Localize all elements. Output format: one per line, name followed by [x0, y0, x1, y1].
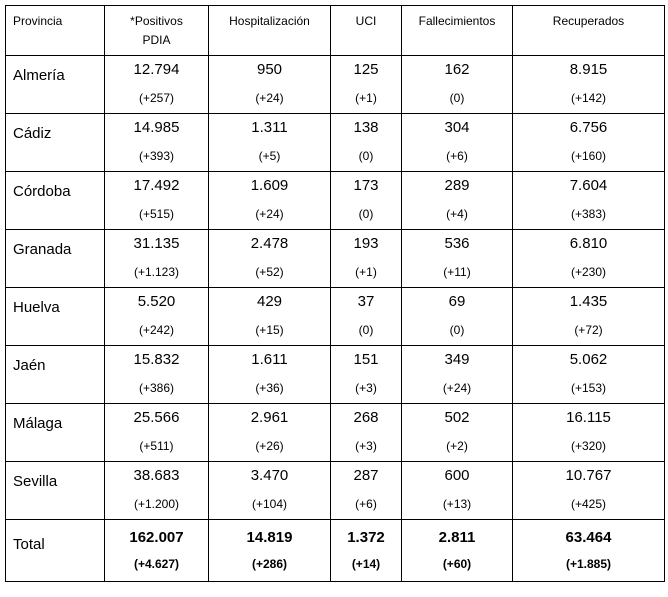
uci-cell: [331, 114, 402, 172]
uci-cell: [331, 230, 402, 288]
fall-change: (+2): [446, 439, 468, 453]
uci-value: 173: [353, 177, 379, 194]
positivos-value: 38.683: [133, 467, 180, 484]
recu-value: 6.756: [569, 119, 608, 136]
hosp-change: (+36): [255, 381, 284, 395]
table-row: [6, 346, 665, 404]
hosp-change: (+24): [255, 91, 284, 105]
fall-cell: [402, 462, 513, 520]
provincia-cell: Almería: [6, 56, 105, 114]
hosp-value: 14.819: [246, 529, 293, 546]
fall-cell: [402, 230, 513, 288]
positivos-change: (+515): [138, 207, 175, 221]
uci-value: 138: [353, 119, 379, 136]
recu-change: (+1.885): [565, 557, 612, 571]
hosp-change: (+26): [255, 439, 284, 453]
uci-value: 151: [353, 351, 379, 368]
recu-value: 5.062: [569, 351, 608, 368]
fall-change: (+6): [446, 149, 468, 163]
positivos-change: (+511): [139, 439, 174, 453]
hosp-change: (+24): [255, 207, 284, 221]
positivos-value: 12.794: [133, 61, 180, 78]
recu-cell: [513, 288, 665, 346]
hosp-cell: [209, 56, 331, 114]
positivos-cell: [105, 462, 209, 520]
recu-change: (+383): [570, 207, 607, 221]
positivos-cell: [105, 230, 209, 288]
header-positivos: [105, 6, 209, 56]
recu-cell: [513, 520, 665, 582]
uci-value: 37: [357, 293, 375, 310]
fall-value: 69: [448, 293, 466, 310]
fall-cell: [402, 56, 513, 114]
recu-change: (+142): [570, 91, 607, 105]
provincia-cell: Sevilla: [6, 462, 105, 520]
uci-change: (0): [358, 207, 374, 221]
uci-change: (0): [358, 323, 374, 337]
recu-change: (+153): [570, 381, 607, 395]
uci-change: (0): [358, 149, 374, 163]
hosp-cell: [209, 520, 331, 582]
positivos-cell: [105, 172, 209, 230]
positivos-value: 15.832: [133, 351, 180, 368]
hosp-cell: [209, 114, 331, 172]
provincia-cell: Málaga: [6, 404, 105, 462]
recu-value: 7.604: [569, 177, 608, 194]
recu-value: 63.464: [565, 529, 612, 546]
header-positivos-line1: *Positivos: [130, 14, 183, 28]
uci-cell: [331, 462, 402, 520]
table-row: [6, 404, 665, 462]
positivos-value: 25.566: [133, 409, 180, 426]
fall-value: 600: [444, 467, 470, 484]
fall-value: 349: [444, 351, 470, 368]
recu-change: (+320): [570, 439, 607, 453]
recu-change: (+72): [574, 323, 603, 337]
fall-cell: [402, 288, 513, 346]
positivos-value: 5.520: [137, 293, 176, 310]
uci-value: 268: [353, 409, 379, 426]
positivos-cell: [105, 404, 209, 462]
positivos-value: 17.492: [133, 177, 180, 194]
uci-value: 287: [353, 467, 379, 484]
header-recuperados: Recuperados: [513, 6, 665, 56]
recu-change: (+425): [570, 497, 607, 511]
covid-provinces-table: [5, 5, 665, 582]
uci-change: (+6): [355, 497, 377, 511]
uci-change: (+3): [355, 381, 377, 395]
table-row: [6, 230, 665, 288]
positivos-value: 162.007: [129, 529, 184, 546]
table-row: [6, 56, 665, 114]
hosp-change: (+52): [255, 265, 284, 279]
recu-cell: [513, 230, 665, 288]
hosp-value: 1.609: [250, 177, 289, 194]
uci-change: (+3): [355, 439, 377, 453]
fall-change: (0): [449, 323, 465, 337]
fall-cell: [402, 172, 513, 230]
fall-value: 162: [444, 61, 470, 78]
fall-change: (0): [449, 91, 465, 105]
header-row: [6, 6, 665, 56]
positivos-cell: [105, 346, 209, 404]
recu-value: 10.767: [565, 467, 612, 484]
table-row: [6, 288, 665, 346]
positivos-change: (+1.200): [133, 497, 180, 511]
provincia-cell: Granada: [6, 230, 105, 288]
hosp-cell: [209, 172, 331, 230]
recu-cell: [513, 114, 665, 172]
header-fallecimientos: Fallecimientos: [402, 6, 513, 56]
recu-value: 8.915: [569, 61, 608, 78]
recu-value: 1.435: [569, 293, 608, 310]
table-row: [6, 172, 665, 230]
positivos-cell: [105, 56, 209, 114]
positivos-change: (+1.123): [133, 265, 180, 279]
positivos-change: (+257): [138, 91, 175, 105]
recu-change: (+160): [570, 149, 607, 163]
positivos-value: 31.135: [133, 235, 180, 252]
recu-value: 6.810: [569, 235, 608, 252]
recu-value: 16.115: [566, 409, 611, 426]
uci-cell: [331, 346, 402, 404]
fall-change: (+4): [446, 207, 468, 221]
hosp-cell: [209, 462, 331, 520]
recu-change: (+230): [570, 265, 607, 279]
hosp-change: (+15): [255, 323, 284, 337]
hosp-value: 3.470: [250, 467, 289, 484]
fall-change: (+60): [442, 557, 472, 571]
positivos-change: (+386): [138, 381, 175, 395]
fall-cell: [402, 404, 513, 462]
uci-change: (+1): [355, 265, 377, 279]
recu-cell: [513, 462, 665, 520]
hosp-value: 429: [256, 293, 283, 310]
header-provincia: Provincia: [6, 6, 105, 56]
recu-cell: [513, 172, 665, 230]
table-row: [6, 114, 665, 172]
uci-cell: [331, 172, 402, 230]
provincia-cell: Total: [6, 520, 105, 582]
provincia-cell: Córdoba: [6, 172, 105, 230]
positivos-cell: [105, 114, 209, 172]
provincia-cell: Jaén: [6, 346, 105, 404]
uci-cell: [331, 520, 402, 582]
hosp-change: (+104): [251, 497, 288, 511]
positivos-value: 14.985: [133, 119, 180, 136]
recu-cell: [513, 346, 665, 404]
fall-value: 536: [444, 235, 470, 252]
uci-change: (+1): [355, 91, 377, 105]
hosp-change: (+286): [251, 557, 288, 571]
hosp-value: 2.961: [250, 409, 289, 426]
fall-change: (+13): [442, 497, 472, 511]
fall-cell: [402, 114, 513, 172]
positivos-cell: [105, 520, 209, 582]
uci-change: (+14): [351, 557, 381, 571]
uci-cell: [331, 404, 402, 462]
hosp-value: 1.311: [251, 119, 288, 136]
fall-cell: [402, 520, 513, 582]
fall-value: 304: [444, 119, 470, 136]
hosp-cell: [209, 230, 331, 288]
header-positivos-line2: PDIA: [142, 33, 171, 47]
uci-value: 125: [353, 61, 379, 78]
hosp-value: 2.478: [250, 235, 289, 252]
positivos-change: (+242): [138, 323, 175, 337]
uci-value: 1.372: [347, 529, 385, 546]
fall-value: 2.811: [438, 529, 476, 546]
fall-change: (+11): [443, 265, 471, 279]
recu-cell: [513, 404, 665, 462]
hosp-cell: [209, 404, 331, 462]
header-uci: UCI: [331, 6, 402, 56]
fall-cell: [402, 346, 513, 404]
total-row: [6, 520, 665, 582]
positivos-change: (+4.627): [133, 557, 180, 571]
provincia-cell: Huelva: [6, 288, 105, 346]
recu-cell: [513, 56, 665, 114]
provincia-cell: Cádiz: [6, 114, 105, 172]
hosp-cell: [209, 288, 331, 346]
hosp-cell: [209, 346, 331, 404]
positivos-cell: [105, 288, 209, 346]
fall-value: 289: [444, 177, 470, 194]
header-hospitalizacion: Hospitalización: [209, 6, 331, 56]
hosp-value: 1.611: [251, 351, 288, 368]
uci-cell: [331, 56, 402, 114]
table-row: [6, 462, 665, 520]
hosp-value: 950: [256, 61, 283, 78]
uci-value: 193: [353, 235, 379, 252]
hosp-change: (+5): [258, 149, 281, 163]
uci-cell: [331, 288, 402, 346]
positivos-change: (+393): [138, 149, 175, 163]
fall-value: 502: [444, 409, 470, 426]
fall-change: (+24): [442, 381, 472, 395]
